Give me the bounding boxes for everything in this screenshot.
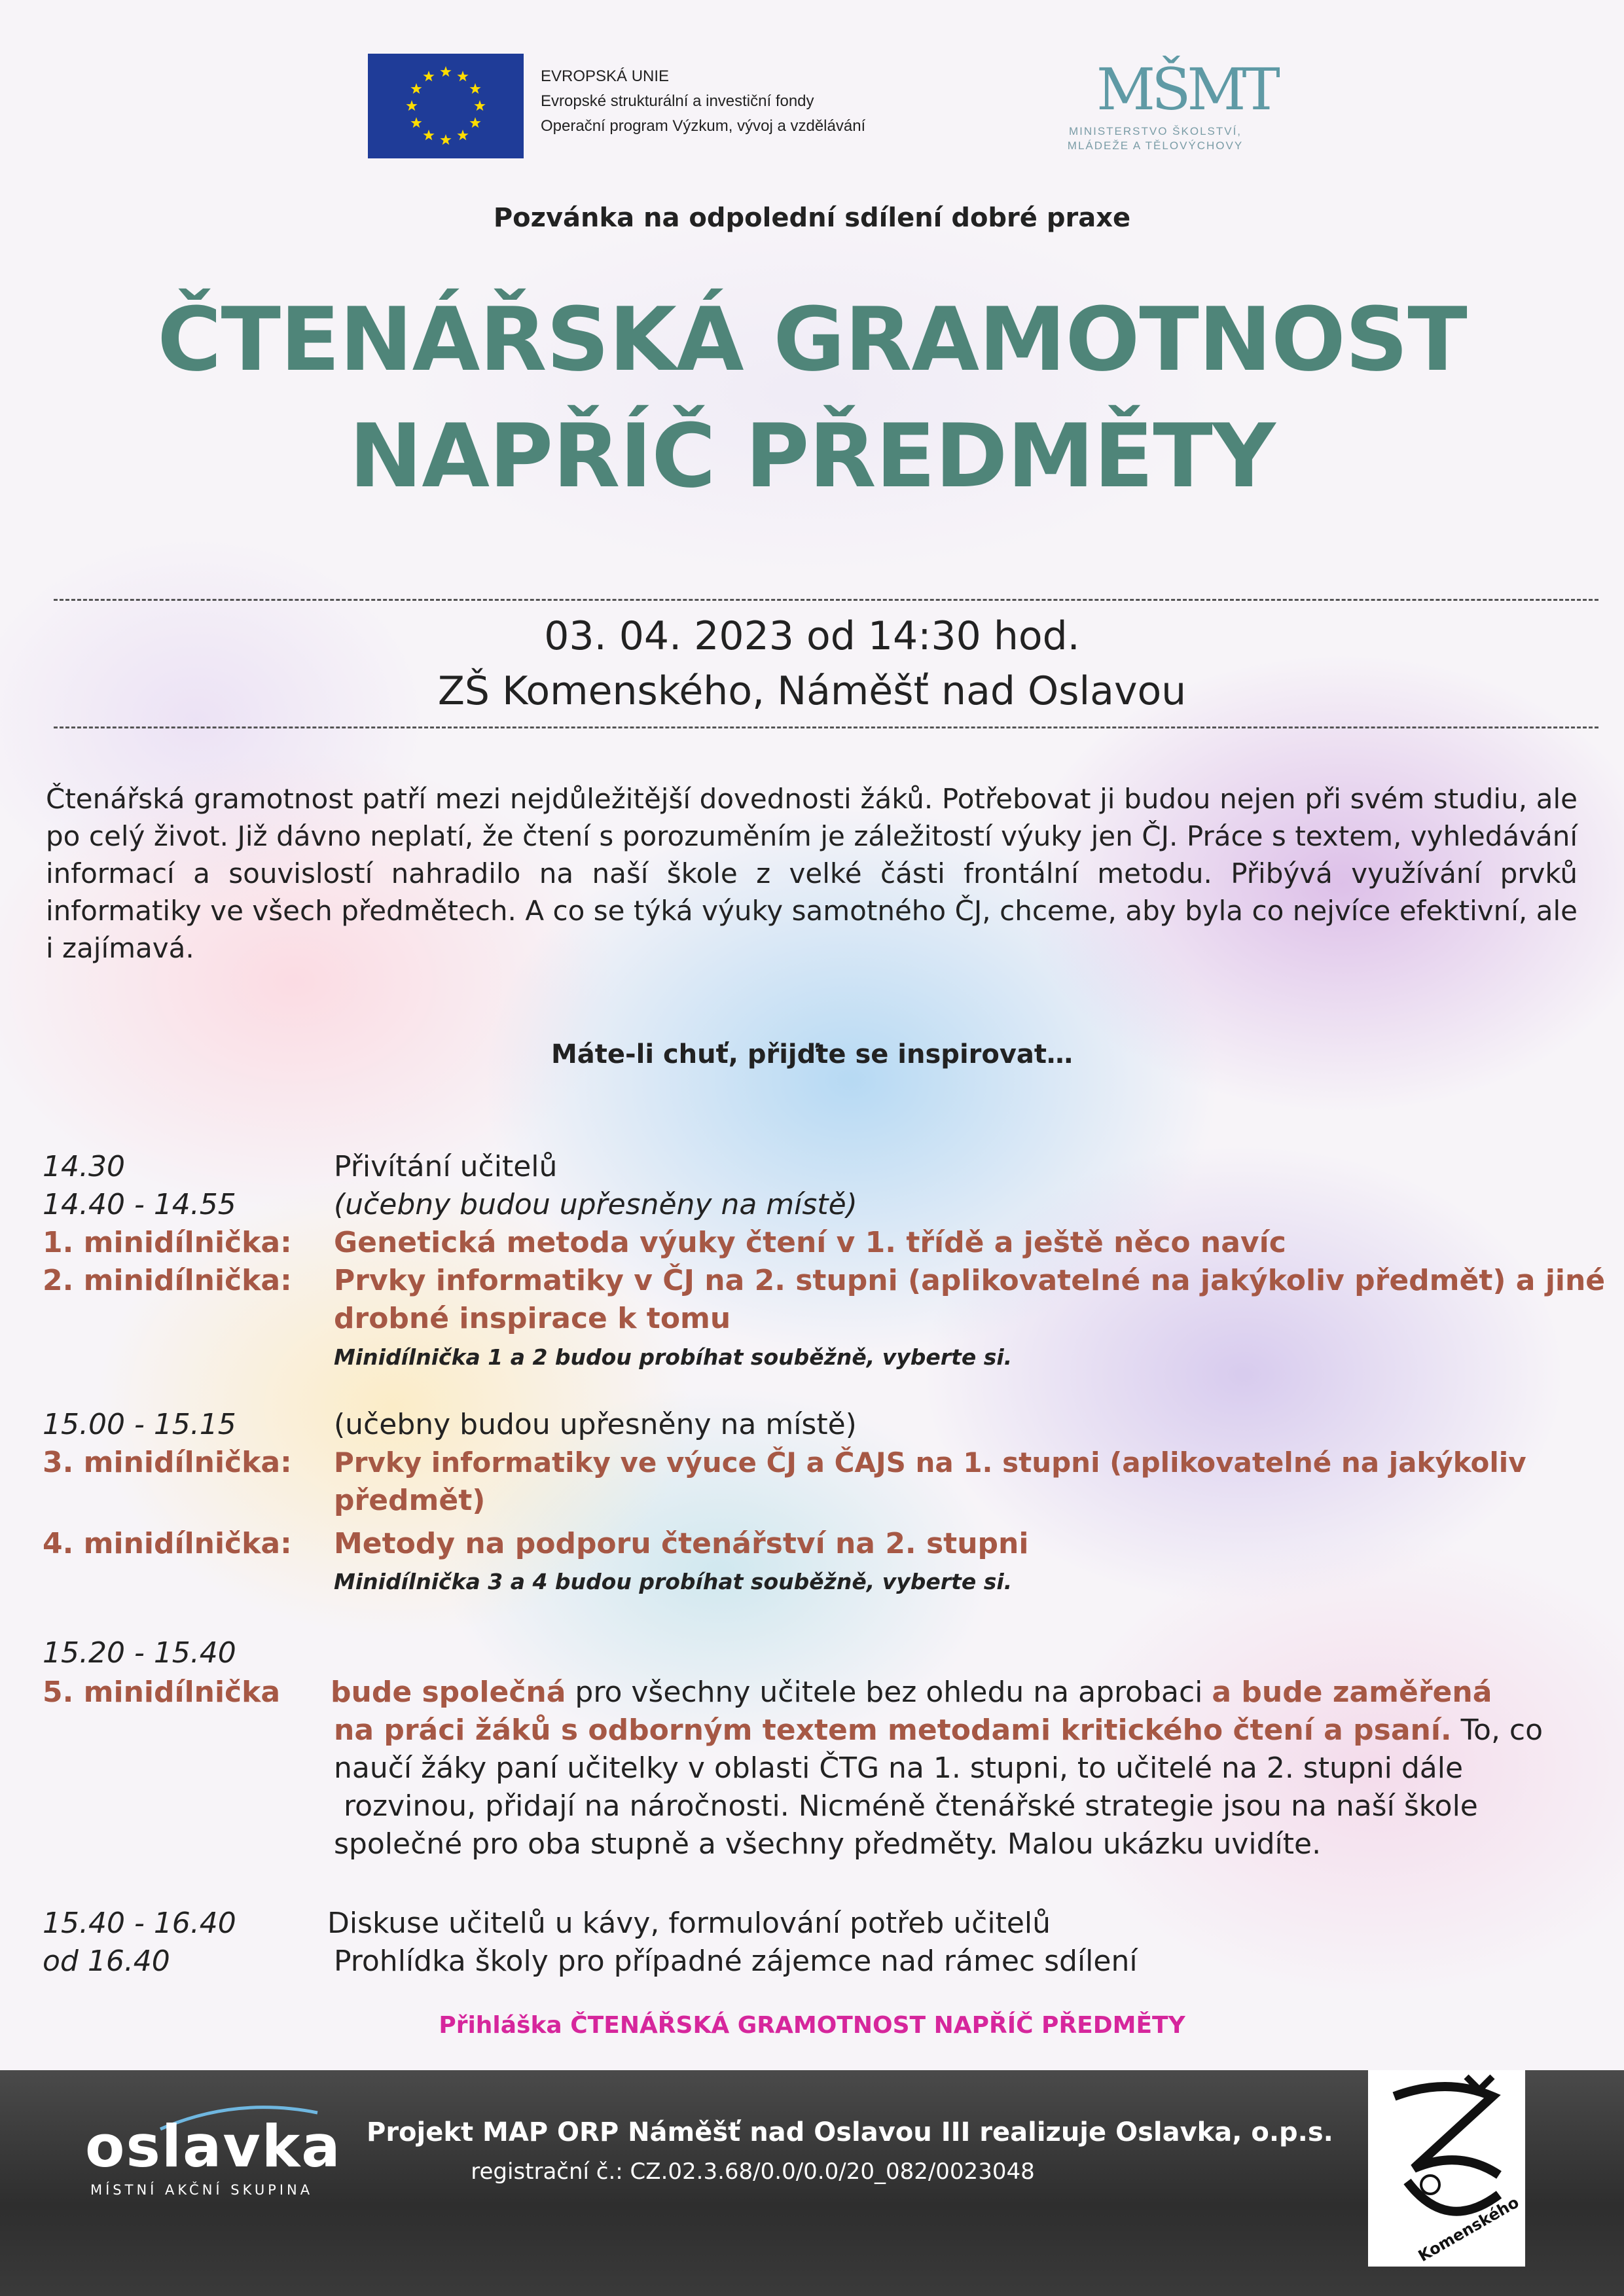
workshop-5-highlight: bude společná bbox=[331, 1676, 566, 1709]
project-line: Projekt MAP ORP Náměšť nad Oslavou III realizuje Oslavka, o.p.s. bbox=[367, 2117, 1333, 2147]
oslavka-subtitle: MÍSTNÍ AKČNÍ SKUPINA bbox=[90, 2182, 314, 2198]
workshop-5-text: To, co bbox=[1451, 1713, 1543, 1747]
tagline: Máte-li chuť, přijďte se inspirovat… bbox=[550, 1039, 1074, 1069]
eu-star-icon bbox=[410, 117, 422, 128]
workshop-5-line: rozvinou, přidají na náročnosti. Nicméně čtenářské strategie jsou na naší škole bbox=[344, 1789, 1478, 1823]
workshop-title-cont: drobné inspirace k tomu bbox=[334, 1302, 731, 1335]
workshop-title: Metody na podporu čtenářství na 2. stupni bbox=[334, 1527, 1029, 1560]
workshop-5-line: naučí žáky paní učitelky v oblasti ČTG na 1. stupni, to učitelé na 2. stupni dále bbox=[334, 1751, 1464, 1785]
workshop-label: 5. minidílnička bbox=[43, 1676, 281, 1709]
program-time: 14.40 - 14.55 bbox=[43, 1188, 236, 1221]
eu-star-icon bbox=[440, 66, 451, 77]
program-time: 15.00 - 15.15 bbox=[43, 1408, 236, 1441]
workshop-5-line: společné pro oba stupně a všechny předměty. Malou ukázku uvidíte. bbox=[334, 1827, 1322, 1861]
eu-star-icon bbox=[440, 134, 451, 145]
workshop-label: 2. minidílnička: bbox=[43, 1264, 292, 1297]
eu-line: EVROPSKÁ UNIE bbox=[541, 67, 670, 85]
workshop-note: Minidílnička 3 a 4 budou probíhat souběžně, vyberte si. bbox=[334, 1569, 1013, 1594]
workshop-title: Genetická metoda výuky čtení v 1. třídě a ještě něco navíc bbox=[334, 1226, 1286, 1259]
program-item: Diskuse učitelů u kávy, formulování potřeb učitelů bbox=[327, 1907, 1051, 1940]
msmt-caption bbox=[1038, 124, 1273, 153]
event-place: ZŠ Komenského, Náměšť nad Oslavou bbox=[437, 668, 1187, 714]
registration-number: registrační č.: CZ.02.3.68/0.0/0.0/20_082/0023048 bbox=[471, 2159, 1035, 2185]
intro-paragraph: Čtenářská gramotnost patří mezi nejdůležitější dovednosti žáků. Potřebovat ji budou nejen při svém studiu, ale po celý život. Již dávno neplatí, že čtení s porozuměním je záležitostí výuky jen ČJ. Práce s textem, vyhledávání informací a souvislostí nahradilo na naší škole z velké části frontální metodu. Přibývá využívání prvků informatiky ve všech předmětech. A co se týká výuky samotného ČJ, chceme, aby byla co nejvíce efektivní, ale i zajímavá. bbox=[46, 783, 1578, 964]
title-line: ČTENÁŘSKÁ GRAMOTNOST bbox=[157, 289, 1467, 391]
program-item: Prohlídka školy pro případné zájemce nad rámec sdílení bbox=[334, 1945, 1138, 1978]
workshop-5-text: pro všechny učitele bez ohledu na aprobaci bbox=[566, 1676, 1212, 1709]
program-item: Přivítání učitelů bbox=[334, 1150, 558, 1183]
eu-stars-icon bbox=[368, 54, 524, 158]
program-time: 14.30 bbox=[43, 1150, 125, 1183]
workshop-label: 3. minidílnička: bbox=[43, 1446, 292, 1479]
program-time: 15.20 - 15.40 bbox=[43, 1636, 236, 1670]
workshop-title: Prvky informatiky v ČJ na 2. stupni (aplikovatelné na jakýkoliv předmět) a jiné bbox=[334, 1264, 1606, 1297]
page-title bbox=[0, 281, 1624, 514]
event-datetime: 03. 04. 2023 od 14:30 hod. bbox=[544, 613, 1080, 659]
eu-line: Evropské strukturální a investiční fondy bbox=[541, 92, 814, 110]
eu-star-icon bbox=[457, 130, 468, 140]
workshop-title: Prvky informatiky ve výuce ČJ a ČAJS na 1. stupni (aplikovatelné na jakýkoliv bbox=[334, 1446, 1526, 1479]
eu-star-icon bbox=[423, 130, 434, 140]
eu-star-icon bbox=[474, 100, 485, 111]
eu-star-icon bbox=[470, 83, 481, 94]
workshop-5-line bbox=[331, 1674, 1492, 1712]
msmt-logo-mark bbox=[1024, 47, 1280, 126]
msmt-line: MLÁDEŽE A TĚLOVÝCHOVY bbox=[1067, 139, 1244, 152]
eu-star-icon bbox=[406, 100, 417, 111]
workshop-note: Minidílnička 1 a 2 budou probíhat souběžně, vyberte si. bbox=[334, 1344, 1013, 1370]
workshop-label: 4. minidílnička: bbox=[43, 1527, 292, 1560]
eu-flag-logo bbox=[368, 54, 524, 158]
workshop-5-line bbox=[334, 1712, 1543, 1749]
invitation-heading: Pozvánka na odpolední sdílení dobré praxe bbox=[493, 203, 1131, 233]
msmt-line: MINISTERSTVO ŠKOLSTVÍ, bbox=[1068, 125, 1242, 137]
workshop-label: 1. minidílnička: bbox=[43, 1226, 292, 1259]
dashed-divider bbox=[54, 726, 1598, 728]
workshop-5-highlight: a bude zaměřená bbox=[1212, 1676, 1492, 1709]
msmt-logo-text: MŠMT bbox=[1096, 56, 1277, 123]
program-time: od 16.40 bbox=[43, 1945, 170, 1978]
eu-line: Operační program Výzkum, vývoj a vzdělávání bbox=[541, 117, 866, 135]
oslavka-logo: oslavka bbox=[85, 2113, 342, 2180]
eu-star-icon bbox=[423, 71, 434, 81]
dashed-divider bbox=[54, 599, 1598, 601]
program-item: (učebny budou upřesněny na místě) bbox=[334, 1408, 857, 1441]
eu-star-icon bbox=[470, 117, 481, 128]
registration-link[interactable]: Přihláška ČTENÁŘSKÁ GRAMOTNOST NAPŘÍČ PŘEDMĚTY bbox=[439, 2012, 1185, 2039]
event-details bbox=[0, 609, 1624, 719]
zs-logo-mark bbox=[1368, 2070, 1525, 2267]
eu-caption bbox=[541, 64, 865, 139]
program-item: (učebny budou upřesněny na místě) bbox=[334, 1188, 857, 1221]
zs-logo-text: Komenského bbox=[1415, 2193, 1523, 2266]
workshop-5-highlight: na práci žáků s odborným textem metodami kritického čtení a psaní. bbox=[334, 1713, 1452, 1747]
program-time: 15.40 - 16.40 bbox=[43, 1907, 236, 1940]
title-line: NAPŘÍČ PŘEDMĚTY bbox=[349, 405, 1275, 507]
zs-komenskeho-logo bbox=[1368, 2070, 1525, 2267]
eu-star-icon bbox=[457, 71, 468, 81]
eu-star-icon bbox=[410, 83, 422, 94]
workshop-title-cont: předmět) bbox=[334, 1484, 486, 1517]
